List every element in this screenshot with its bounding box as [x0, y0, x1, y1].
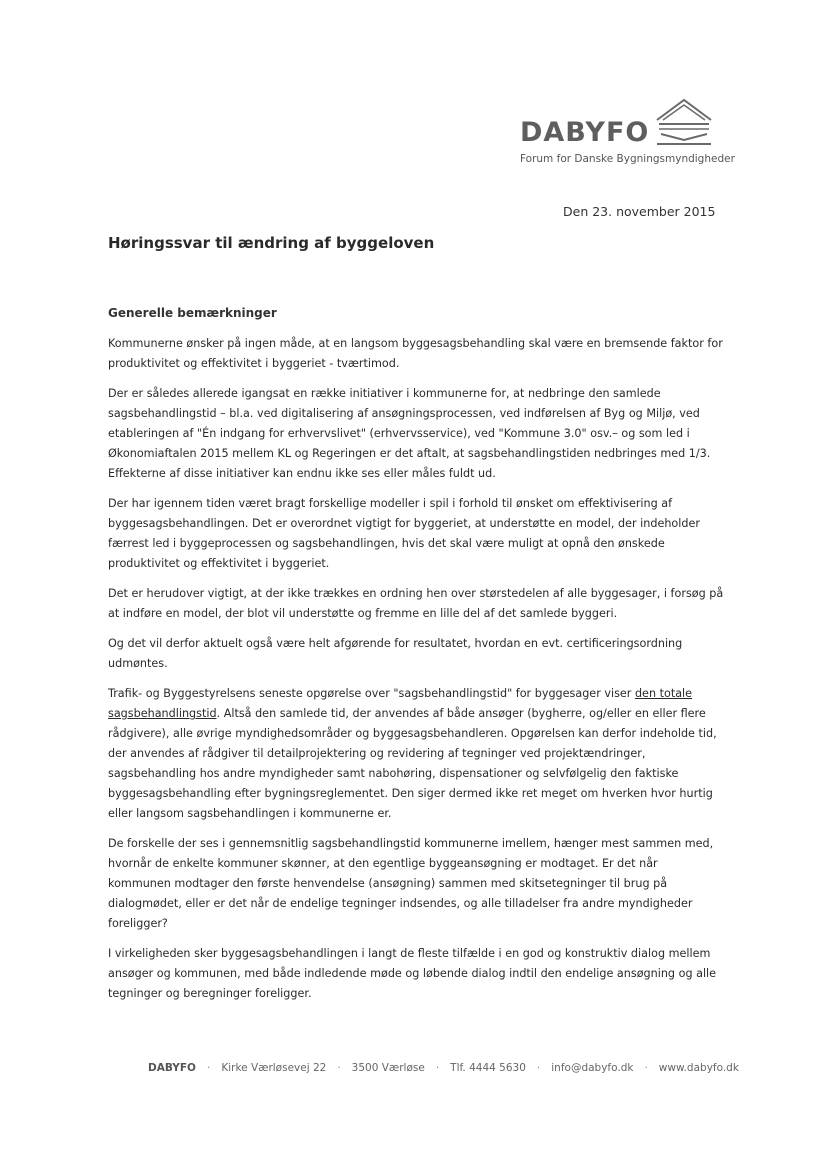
- paragraph: Der har igennem tiden været bragt forskellige modeller i spil i forhold til ønsket om effektivisering af byggesagsbehandlingen. Det er overordnet vigtigt for byggeriet, at understøtte en model, der indeholder færrest led i byggeprocessen og sagsbehandlingen, hvis det skal være muligt at opnå den ønskede produktivitet og effektivitet i byggeriet.: [108, 497, 700, 570]
- footer-separator: ·: [644, 1062, 648, 1074]
- paragraph-text: . Altså den samlede tid, der anvendes af både ansøger (bygherre, og/eller en eller flere rådgivere), alle øvrige myndighedsområder og byggesagsbehandleren. Opgørelsen kan derfor indeholde tid, der anvendes af rådgiver til detailprojektering og revidering af tegninger ved projektændringer, sagsbehandling hos andre myndigheder samt nabohøring, dispensationer og selvfølgelig den faktiske byggesagsbehandling efter bygningsreglementet. Den siger dermed ikke ret meget om hverken hvor hurtig eller langsom sagsbehandlingen i kommunerne er.: [108, 707, 717, 820]
- document-title: Høringssvar til ændring af byggeloven: [108, 234, 435, 252]
- paragraph: Kommunerne ønsker på ingen måde, at en langsom byggesagsbehandling skal være en bremsende faktor for produktivitet og effektivitet i byggeriet - tværtimod.: [108, 337, 723, 370]
- footer-phone: Tlf. 4444 5630: [450, 1062, 526, 1074]
- footer-separator: ·: [206, 1062, 211, 1074]
- paragraph: [108, 684, 724, 824]
- document-date: Den 23. november 2015: [563, 204, 716, 219]
- paragraph: I virkeligheden sker byggesagsbehandlingen i langt de fleste tilfælde i en god og konstruktiv dialog mellem ansøger og kommunen, med både indledende møde og løbende dialog indtil den endelige ansøgning og alle tegninger og beregninger foreligger.: [108, 947, 717, 1000]
- footer-email: info@dabyfo.dk: [551, 1062, 634, 1074]
- logo-wordmark: DABYFO: [520, 117, 650, 148]
- paragraph: De forskelle der ses i gennemsnitlig sagsbehandlingstid kommunerne imellem, hænger mest sammen med, hvornår de enkelte kommuner skønner, at den egentlige byggeansøgning er modtaget. Er det når kommunen modtager den første henvendelse (ansøgning) sammen med skitsetegninger til brug på dialogmødet, eller er det når de endelige tegninger indsendes, og alle tilladelser fra andre myndigheder foreligger?: [108, 837, 714, 930]
- house-roof-icon: [653, 98, 715, 146]
- dabyfo-logo: [520, 98, 735, 165]
- footer-separator: ·: [536, 1062, 541, 1074]
- document-body: [108, 306, 724, 1014]
- paragraph: Og det vil derfor aktuelt også være helt afgørende for resultatet, hvordan en evt. certificeringsordning udmøntes.: [108, 637, 683, 670]
- footer-website: www.dabyfo.dk: [658, 1062, 739, 1074]
- paragraph-text: Trafik- og Byggestyrelsens seneste opgørelse over "sagsbehandlingstid" for byggesager viser: [108, 687, 635, 700]
- footer-address: Kirke Værløsevej 22: [221, 1062, 327, 1074]
- page-footer: [148, 1062, 739, 1074]
- paragraph: Der er således allerede igangsat en række initiativer i kommunerne for, at nedbringe den samlede sagsbehandlingstid – bl.a. ved digitalisering af ansøgningsprocessen, ved indførelsen af Byg og Miljø, ved etableringen af "Én indgang for erhvervslivet" (erhvervsservice), ved "Kommune 3.0" osv.– og som led i Økonomiaftalen 2015 mellem KL og Regeringen er det aftalt, at sagsbehandlingstiden nedbringes med 1/3. Effekterne af disse initiativer kan endnu ikke ses eller måles fuldt ud.: [108, 387, 711, 480]
- footer-separator: ·: [435, 1062, 440, 1074]
- logo-subtitle: Forum for Danske Bygningsmyndigheder: [520, 153, 735, 165]
- footer-brand: DABYFO: [148, 1062, 196, 1074]
- footer-separator: ·: [337, 1062, 341, 1074]
- section-heading: Generelle bemærkninger: [108, 306, 277, 320]
- underlined-text: den totale sagsbehandlingstid: [108, 687, 693, 720]
- paragraph: Det er herudover vigtigt, at der ikke trækkes en ordning hen over størstedelen af alle byggesager, i forsøg på at indføre en model, der blot vil understøtte og fremme en lille del af det samlede byggeri.: [108, 587, 724, 620]
- footer-city: 3500 Værløse: [351, 1062, 425, 1074]
